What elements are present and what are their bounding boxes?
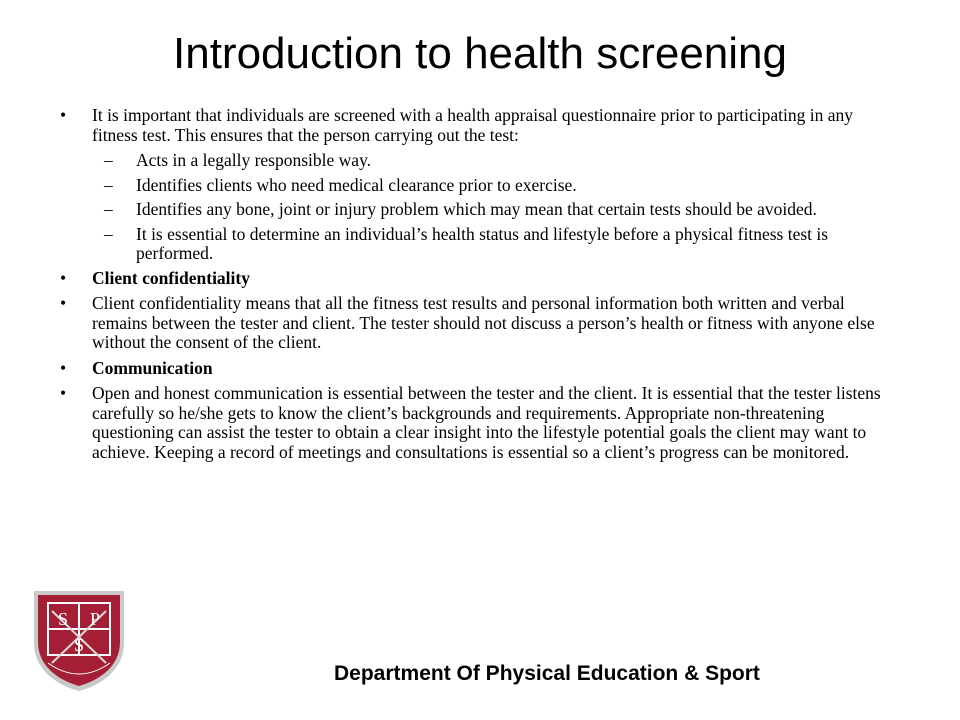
section-heading: Client confidentiality bbox=[92, 267, 250, 288]
bullet-marker: • bbox=[60, 383, 67, 403]
dash-marker: – bbox=[104, 223, 113, 244]
bullet-marker: • bbox=[60, 293, 67, 313]
sub-bullet-item bbox=[60, 151, 900, 171]
bullet-text: Open and honest communication is essential between the tester and the client. It is essential that the tester listens carefully so he/she gets to know the client’s backgrounds and requirements. Appropriate non-threatening questioning can assist the tester to obtain a clear insight into the lifestyle potential goals the client may want to achieve. Keeping a record of meetings and consultations is essential so a client’s progress can be monitored. bbox=[92, 383, 881, 462]
school-crest-logo bbox=[26, 585, 132, 695]
footer-department: Department Of Physical Education & Sport bbox=[334, 662, 760, 685]
sub-bullet-item bbox=[60, 200, 900, 220]
bullet-item bbox=[60, 384, 900, 462]
bullet-text: It is important that individuals are screened with a health appraisal questionnaire prior to participating in any fitness test. This ensures that the person carrying out the test: bbox=[92, 105, 854, 145]
dash-marker: – bbox=[104, 150, 113, 170]
sub-bullet-item bbox=[60, 225, 900, 264]
bullet-item bbox=[60, 106, 900, 145]
bullet-marker: • bbox=[60, 105, 67, 125]
bullet-marker: • bbox=[60, 357, 67, 378]
svg-text:S: S bbox=[57, 609, 69, 629]
bullet-item bbox=[60, 359, 900, 379]
bullet-text: Client confidentiality means that all the fitness test results and personal information both written and verbal remains between the tester and client. The tester should not discuss a person’s health or fitness with anyone else without the consent of the client. bbox=[92, 293, 875, 352]
svg-text:S: S bbox=[73, 635, 85, 655]
bullet-item bbox=[60, 269, 900, 289]
dash-marker: – bbox=[104, 174, 113, 195]
sub-bullet-item bbox=[60, 176, 900, 196]
bullet-text: Identifies clients who need medical clearance prior to exercise. bbox=[136, 174, 577, 195]
bullet-list bbox=[60, 106, 900, 468]
section-heading: Communication bbox=[92, 357, 213, 378]
bullet-text: Acts in a legally responsible way. bbox=[136, 150, 372, 170]
bullet-marker: • bbox=[60, 267, 67, 288]
bullet-text: It is essential to determine an individual’s health status and lifestyle before a physical fitness test is performed. bbox=[136, 223, 829, 263]
bullet-item bbox=[60, 294, 900, 353]
slide-title: Introduction to health screening bbox=[173, 29, 787, 78]
dash-marker: – bbox=[104, 199, 113, 219]
svg-text:P: P bbox=[89, 609, 101, 629]
bullet-text: Identifies any bone, joint or injury problem which may mean that certain tests should be avoided. bbox=[136, 199, 817, 219]
